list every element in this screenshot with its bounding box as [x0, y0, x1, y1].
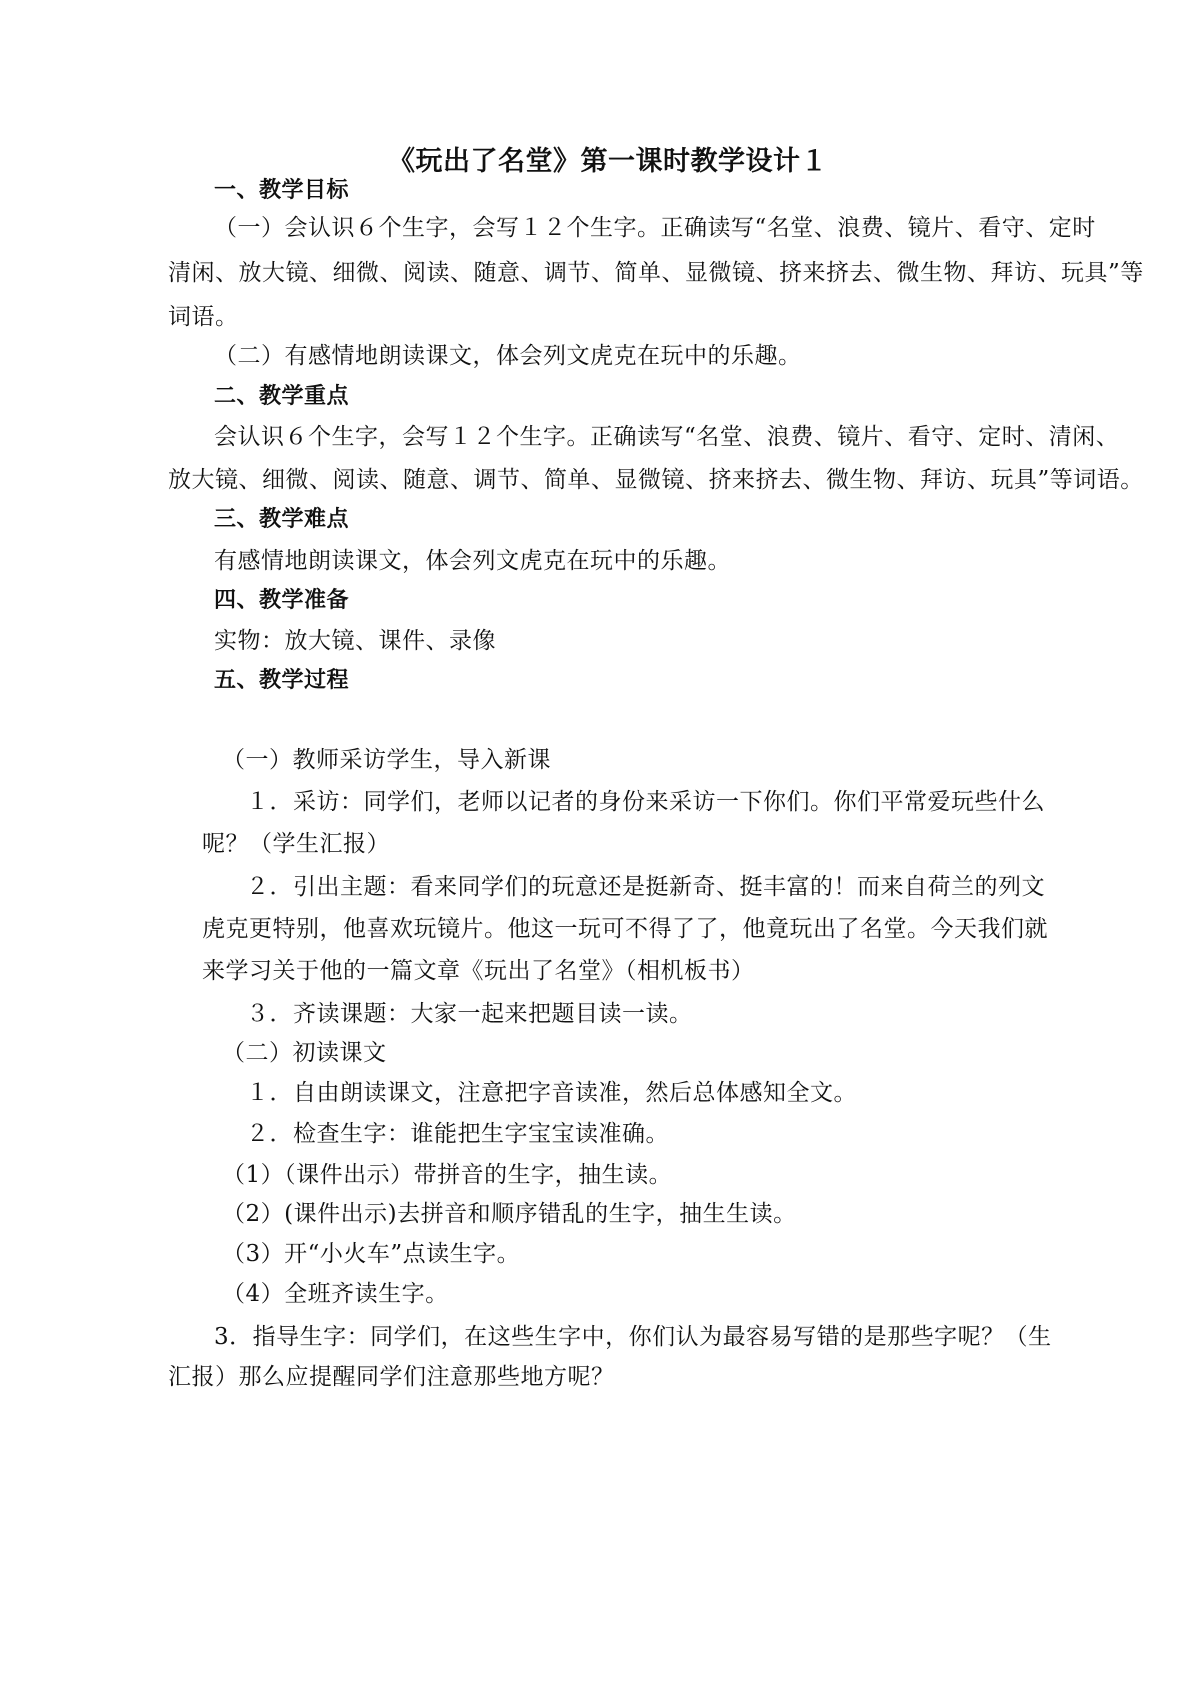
paragraph-line: ３．齐读课题：大家一起来把题目读一读。 [246, 1001, 693, 1027]
paragraph-line: １．自由朗读课文，注意把字音读准，然后总体感知全文。 [246, 1080, 857, 1106]
paragraph-line: 来学习关于他的一篇文章《玩出了名堂》（相机板书） [202, 958, 755, 984]
paragraph-line: 清闲、放大镜、细微、阅读、随意、调节、简单、显微镜、挤来挤去、微生物、拜访、玩具”等 [168, 260, 1144, 286]
paragraph-line: （一）会认识６个生字，会写１２个生字。正确读写“名堂、浪费、镜片、看守、定时 [214, 215, 1096, 241]
document-title: 《玩出了名堂》第一课时教学设计１ [388, 146, 828, 177]
paragraph-line: （3）开“小火车”点读生字。 [222, 1241, 521, 1267]
paragraph-line: （二）有感情地朗读课文，体会列文虎克在玩中的乐趣。 [214, 343, 802, 369]
paragraph-line: 3．指导生字：同学们，在这些生字中，你们认为最容易写错的是那些字呢？（生 [214, 1324, 1052, 1350]
paragraph-line: ２．检查生字：谁能把生字宝宝读准确。 [246, 1121, 669, 1147]
paragraph-line: （2）(课件出示)去拼音和顺序错乱的生字，抽生生读。 [222, 1201, 797, 1227]
section-heading-objectives: 一、教学目标 [214, 178, 350, 203]
section-heading-focus: 二、教学重点 [214, 384, 350, 409]
section-heading-preparation: 四、教学准备 [214, 588, 350, 613]
paragraph-line: 词语。 [168, 304, 239, 330]
paragraph-line: 实物：放大镜、课件、录像 [214, 628, 496, 654]
section-heading-difficulty: 三、教学难点 [214, 507, 350, 532]
section-heading-process: 五、教学过程 [214, 668, 350, 693]
paragraph-line: 虎克更特别，他喜欢玩镜片。他这一玩可不得了了，他竟玩出了名堂。今天我们就 [202, 916, 1048, 942]
paragraph-line: 会认识６个生字，会写１２个生字。正确读写“名堂、浪费、镜片、看守、定时、清闲、 [214, 424, 1120, 450]
paragraph-line: ２．引出主题：看来同学们的玩意还是挺新奇、挺丰富的！而来自荷兰的列文 [246, 874, 1045, 900]
paragraph-line: 汇报）那么应提醒同学们注意那些地方呢？ [168, 1364, 615, 1390]
paragraph-line: 有感情地朗读课文，体会列文虎克在玩中的乐趣。 [214, 548, 731, 574]
paragraph-line: １．采访：同学们，老师以记者的身份来采访一下你们。你们平常爱玩些什么 [246, 789, 1045, 815]
paragraph-line: （4）全班齐读生字。 [222, 1281, 449, 1307]
process-subheading: （二）初读课文 [222, 1040, 387, 1066]
paragraph-line: 放大镜、细微、阅读、随意、调节、简单、显微镜、挤来挤去、微生物、拜访、玩具”等词语。 [168, 467, 1144, 493]
process-subheading: （一）教师采访学生，导入新课 [222, 747, 551, 773]
paragraph-line: 呢？（学生汇报） [202, 831, 390, 857]
paragraph-line: （1）（课件出示）带拼音的生字，抽生读。 [222, 1162, 673, 1188]
